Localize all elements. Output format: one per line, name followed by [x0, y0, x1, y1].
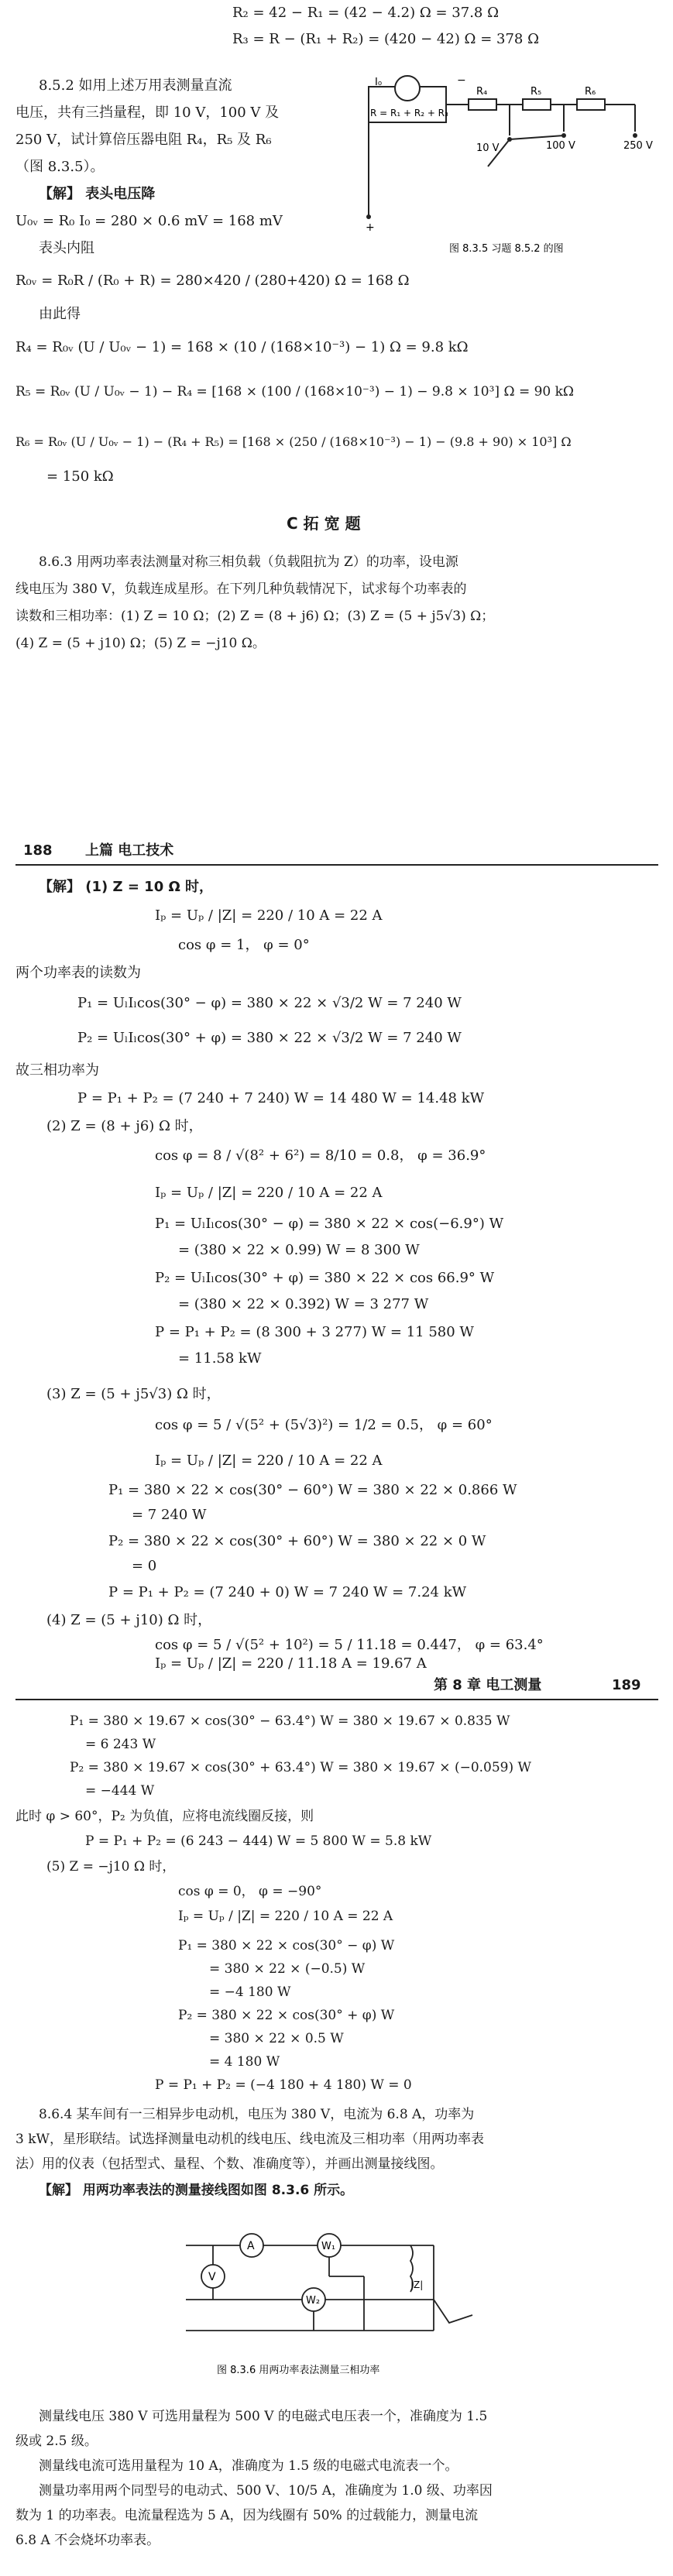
text-line: (4) Z = (5 + j10) Ω 时， [46, 1612, 212, 1628]
text-line: = 150 kΩ [46, 468, 114, 485]
solution-heading: 【解】 用两功率表法的测量接线图如图 8.3.6 所示。 [39, 2183, 354, 2198]
text-line: P = P₁ + P₂ = (−4 180 + 4 180) W = 0 [155, 2077, 412, 2093]
text-line: cos φ = 5 / √(5² + (5√3)²) = 1/2 = 0.5， φ = 60° [155, 1417, 493, 1433]
problem-8-6-3: 8.6.3 用两功率表法测量对称三相负载（负载阻抗为 Z）的功率，设电源 [39, 554, 458, 570]
resistor-r6-label: R₆ [585, 86, 596, 98]
plus-terminal-label: + [366, 221, 375, 234]
text-line: 故三相功率为 [15, 1062, 99, 1079]
text-line: Iₚ = Uₚ / |Z| = 220 / 11.18 A = 19.67 A [155, 1655, 427, 1672]
solution-heading: 【解】 表头电压降 [39, 186, 156, 202]
page-number: 189 [612, 1677, 641, 1693]
text-line: R₃ = R − (R₁ + R₂) = (420 − 42) Ω = 378 Ω [232, 31, 540, 47]
text-line: (3) Z = (5 + j5√3) Ω 时， [46, 1386, 221, 1402]
page-3 [0, 1672, 673, 2576]
text-line: = 6 243 W [85, 1737, 156, 1752]
figure-caption: 图 8.3.6 用两功率表法测量三相功率 [217, 2365, 380, 2376]
text-line: cos φ = 0， φ = −90° [178, 1884, 322, 1899]
text-line: 6.8 A 不会烧坏功率表。 [15, 2533, 160, 2548]
voltmeter-label: V [208, 2271, 216, 2283]
equation-r5: R₅ = R₀ᵥ (U / U₀ᵥ − 1) − R₄ = [168 × (100 / (168×10⁻³) − 1) − 9.8 × 10³] Ω = 90 kΩ [15, 384, 575, 400]
equation-r4: R₄ = R₀ᵥ (U / U₀ᵥ − 1) = 168 × (10 / (168×10⁻³) − 1) Ω = 9.8 kΩ [15, 339, 469, 355]
text-line: U₀ᵥ = R₀ I₀ = 280 × 0.6 mV = 168 mV [15, 213, 283, 229]
text-line: 测量线电压 380 V 可选用量程为 500 V 的电磁式电压表一个，准确度为 1.5 [39, 2409, 488, 2424]
section-c-title: C 拓 宽 题 [287, 514, 361, 533]
text-line: (2) Z = (8 + j6) Ω 时， [46, 1118, 203, 1134]
text-line: = 380 × 22 × (−0.5) W [209, 1961, 366, 1977]
text-line: = −444 W [85, 1783, 155, 1799]
text-line: P₂ = UₗIₗcos(30° + φ) = 380 × 22 × cos 66.9° W [155, 1270, 495, 1286]
solution-heading: 【解】 (1) Z = 10 Ω 时， [39, 879, 214, 895]
text-line: = 0 [132, 1558, 157, 1574]
meter-current-label: I₀ [375, 77, 383, 88]
text-line: cos φ = 8 / √(8² + 6²) = 8/10 = 0.8， φ = 36.9° [155, 1147, 486, 1164]
text-line: = (380 × 22 × 0.392) W = 3 277 W [178, 1296, 429, 1312]
range-250v-label: 250 V [623, 140, 653, 152]
text-line: 250 V，试计算倍压器电阻 R₄，R₅ 及 R₆ [15, 132, 272, 148]
equation-r6: R₆ = R₀ᵥ (U / U₀ᵥ − 1) − (R₄ + R₅) = [168 × (250 / (168×10⁻³) − 1) − (9.8 + 90) × 10³] Ω [15, 434, 572, 449]
header-rule [15, 1699, 658, 1700]
page-1 [0, 0, 673, 836]
page-header-title: 上篇 电工技术 [85, 842, 174, 859]
text-line: P = P₁ + P₂ = (7 240 + 0) W = 7 240 W = 7.24 kW [108, 1584, 467, 1600]
text-line: 级或 2.5 级。 [15, 2434, 98, 2449]
text-line: 3 kW，星形联结。试选择测量电动机的线电压、线电流及三相功率（用两功率表 [15, 2132, 484, 2147]
text-line: = 4 180 W [209, 2054, 280, 2070]
text-line: R₀ᵥ = R₀R / (R₀ + R) = 280×420 / (280+420) Ω = 168 Ω [15, 273, 410, 289]
text-line: P₁ = 380 × 22 × cos(30° − 60°) W = 380 × 22 × 0.866 W [108, 1482, 517, 1498]
resistor-r-label: R = R₁ + R₂ + R₃ [370, 108, 448, 118]
text-line: （图 8.3.5）。 [15, 159, 105, 175]
text-line: cos φ = 5 / √(5² + 10²) = 5 / 11.18 = 0.447， φ = 63.4° [155, 1637, 544, 1653]
impedance-label: |Z| [410, 2279, 424, 2290]
resistor-r4-label: R₄ [476, 86, 488, 98]
text-line: 测量功率用两个同型号的电动式、500 V、10/5 A，准确度为 1.0 级、功率因 [39, 2483, 493, 2499]
text-line: 测量线电流可选用量程为 10 A，准确度为 1.5 级的电磁式电流表一个。 [39, 2458, 458, 2474]
wattmeter-w1-label: W₁ [321, 2241, 336, 2252]
ammeter-label: A [247, 2240, 255, 2252]
text-line: P₂ = 380 × 22 × cos(30° + φ) W [178, 2008, 395, 2023]
text-line: 电压，共有三挡量程，即 10 V，100 V 及 [15, 105, 280, 121]
text-line: P₂ = 380 × 22 × cos(30° + 60°) W = 380 × 22 × 0 W [108, 1533, 486, 1549]
text-line: = 7 240 W [132, 1507, 207, 1523]
figure-8-3-5 [364, 62, 658, 263]
text-line: 读数和三相功率：(1) Z = 10 Ω；(2) Z = (8 + j6) Ω；(3) Z = (5 + j5√3) Ω； [15, 609, 495, 624]
text-line: 由此得 [39, 306, 81, 322]
range-100v-label: 100 V [546, 140, 575, 152]
text-line: 此时 φ > 60°，P₂ 为负值，应将电流线圈反接，则 [15, 1809, 314, 1824]
text-line: 数为 1 的功率表。电流量程选为 5 A，因为线圈有 50% 的过载能力，测量电流 [15, 2508, 479, 2523]
text-line: P₂ = 380 × 19.67 × cos(30° + 63.4°) W = 380 × 19.67 × (−0.059) W [70, 1760, 532, 1775]
text-line: cos φ = 1， φ = 0° [178, 937, 310, 953]
text-line: P₁ = 380 × 19.67 × cos(30° − 63.4°) W = 380 × 19.67 × 0.835 W [70, 1713, 510, 1729]
text-line: = 11.58 kW [178, 1350, 262, 1367]
text-line: (5) Z = −j10 Ω 时， [46, 1859, 176, 1875]
text-line: 两个功率表的读数为 [15, 965, 141, 981]
text-line: P₁ = 380 × 22 × cos(30° − φ) W [178, 1938, 395, 1953]
text-line: 线电压为 380 V，负载连成星形。在下列几种负载情况下，试求每个功率表的 [15, 581, 467, 597]
text-line: Iₚ = Uₚ / |Z| = 220 / 10 A = 22 A [178, 1909, 393, 1924]
text-line: = (380 × 22 × 0.99) W = 8 300 W [178, 1242, 420, 1258]
text-line: P₁ = UₗIₗcos(30° − φ) = 380 × 22 × cos(−6.9°) W [155, 1216, 504, 1232]
text-line: P = P₁ + P₂ = (8 300 + 3 277) W = 11 580 W [155, 1324, 474, 1340]
text-line: P = P₁ + P₂ = (7 240 + 7 240) W = 14 480 W = 14.48 kW [77, 1090, 485, 1106]
minus-terminal-label: − [457, 74, 466, 87]
resistor-r5-label: R₅ [531, 86, 542, 98]
text-line: (4) Z = (5 + j10) Ω；(5) Z = −j10 Ω。 [15, 636, 266, 651]
text-line: Iₚ = Uₚ / |Z| = 220 / 10 A = 22 A [155, 1453, 383, 1469]
figure-caption: 图 8.3.5 习题 8.5.2 的图 [449, 243, 564, 255]
text-line: P₁ = UₗIₗcos(30° − φ) = 380 × 22 × √3/2 W = 7 240 W [77, 995, 462, 1011]
text-line: Iₚ = Uₚ / |Z| = 220 / 10 A = 22 A [155, 907, 383, 924]
text-line: = 380 × 22 × 0.5 W [209, 2031, 344, 2046]
page-2 [0, 836, 673, 1672]
page-header-chapter: 第 8 章 电工测量 [434, 1677, 542, 1693]
problem-8-5-2: 8.5.2 如用上述万用表测量直流 [39, 77, 232, 94]
range-10v-label: 10 V [476, 142, 500, 154]
text-line: 表头内阻 [39, 240, 94, 256]
text-line: 法）用的仪表（包括型式、量程、个数、准确度等），并画出测量接线图。 [15, 2156, 444, 2172]
header-rule [15, 864, 658, 866]
text-line: R₂ = 42 − R₁ = (42 − 4.2) Ω = 37.8 Ω [232, 5, 500, 21]
text-line: Iₚ = Uₚ / |Z| = 220 / 10 A = 22 A [155, 1185, 383, 1201]
text-line: = −4 180 W [209, 1984, 291, 2000]
problem-8-6-4: 8.6.4 某车间有一三相异步电动机，电压为 380 V，电流为 6.8 A，功率为 [39, 2107, 475, 2122]
page-number: 188 [23, 842, 53, 859]
wattmeter-w2-label: W₂ [306, 2295, 321, 2307]
text-line: P₂ = UₗIₗcos(30° + φ) = 380 × 22 × √3/2 W = 7 240 W [77, 1030, 462, 1046]
text-line: P = P₁ + P₂ = (6 243 − 444) W = 5 800 W = 5.8 kW [85, 1833, 432, 1849]
figure-8-3-6 [178, 2214, 503, 2392]
